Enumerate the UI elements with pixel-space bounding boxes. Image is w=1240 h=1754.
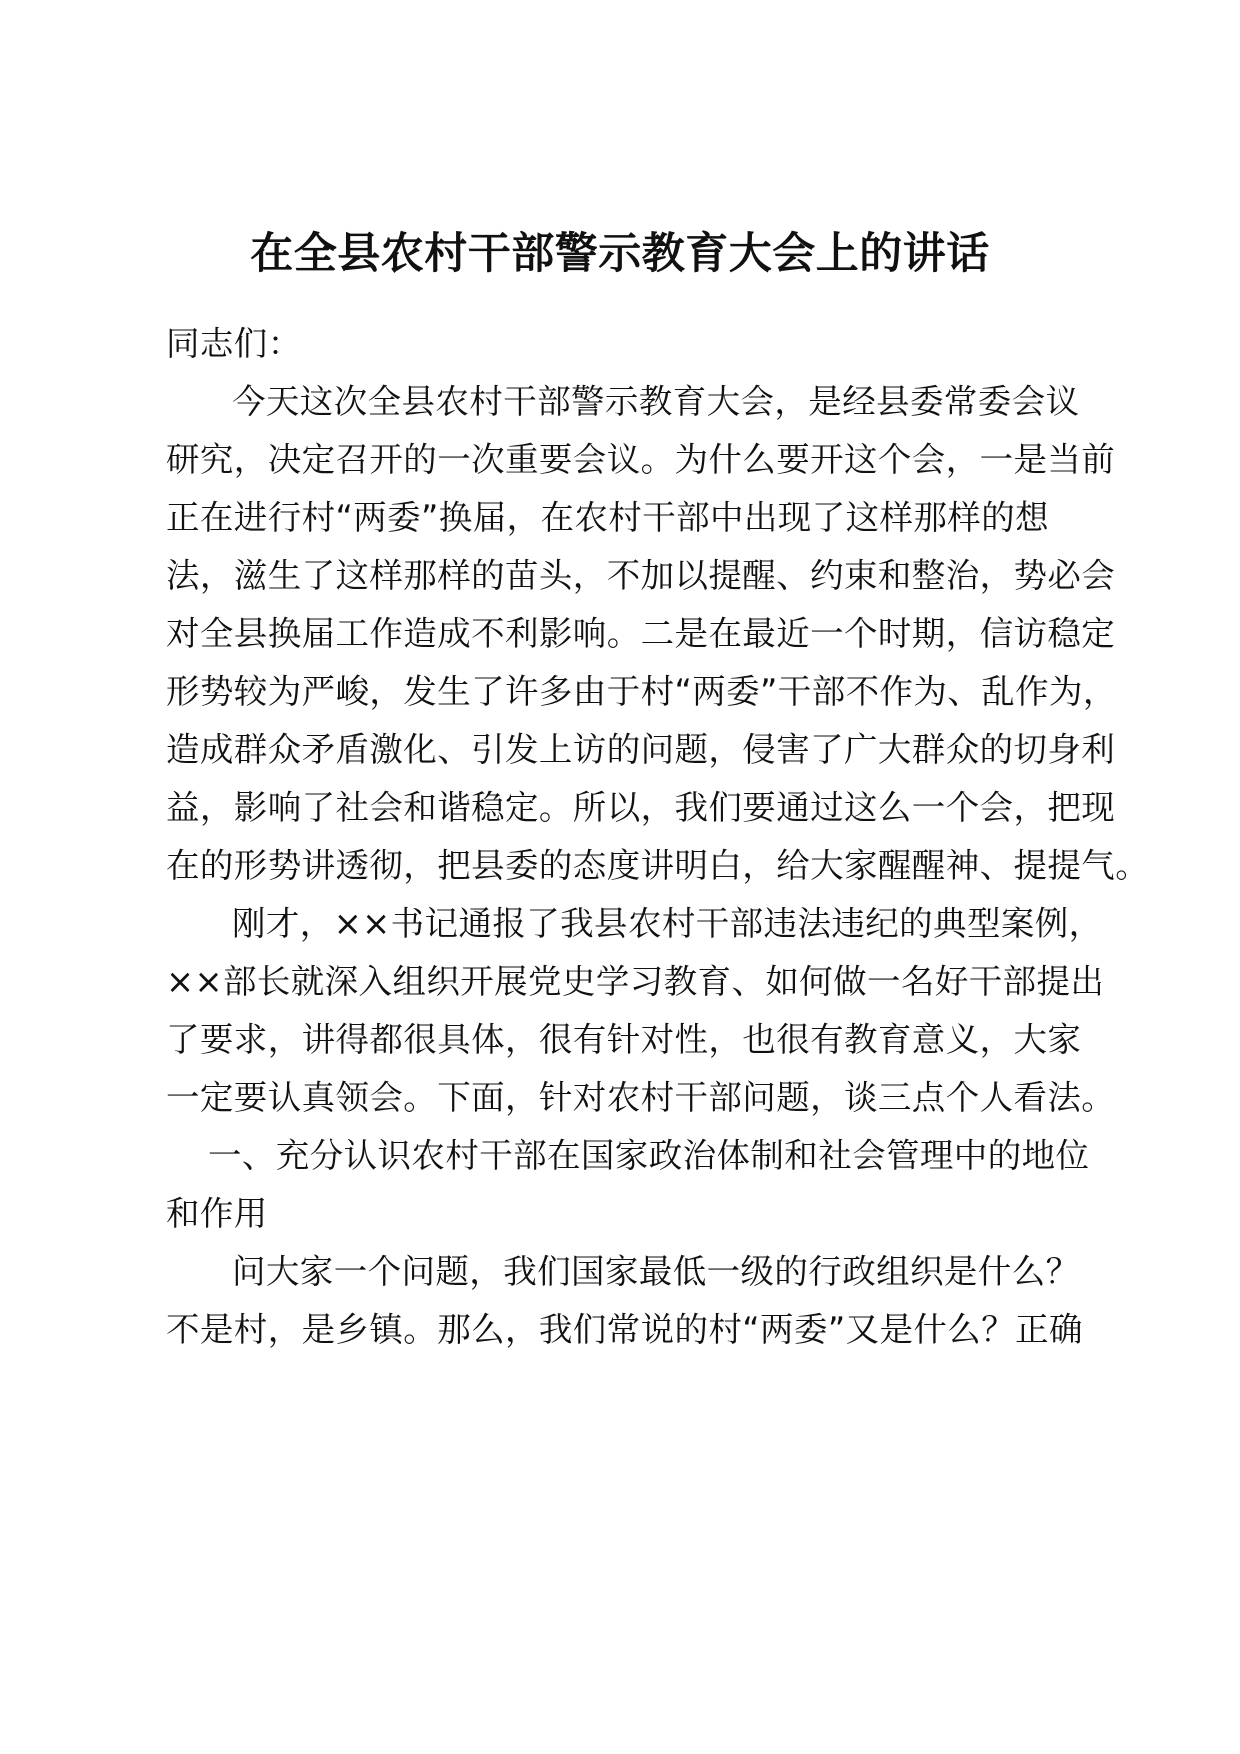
- paragraph-line: 一定要认真领会。下面，针对农村干部问题，谈三点个人看法。: [166, 1078, 1116, 1117]
- paragraph-line: 在的形势讲透彻，把县委的态度讲明白，给大家醒醒神、提提气。: [166, 846, 1150, 885]
- paragraph-line: 对全县换届工作造成不利影响。二是在最近一个时期，信访稳定: [166, 614, 1116, 653]
- document-title: 在全县农村干部警示教育大会上的讲话: [250, 229, 990, 279]
- paragraph-line: 形势较为严峻，发生了许多由于村“两委”干部不作为、乱作为，: [166, 672, 1117, 711]
- paragraph-line: 不是村，是乡镇。那么，我们常说的村“两委”又是什么？正确: [166, 1310, 1083, 1349]
- paragraph-line: 法，滋生了这样那样的苗头，不加以提醒、约束和整治，势必会: [166, 556, 1116, 595]
- salutation: 同志们：: [166, 324, 302, 363]
- paragraph-line: 刚才，××书记通报了我县农村干部违法违纪的典型案例，: [232, 904, 1103, 943]
- paragraph-line: 今天这次全县农村干部警示教育大会，是经县委常委会议: [232, 382, 1080, 421]
- paragraph-line: 研究，决定召开的一次重要会议。为什么要开这个会，一是当前: [166, 440, 1116, 479]
- paragraph-line: 造成群众矛盾激化、引发上访的问题，侵害了广大群众的切身利: [166, 730, 1116, 769]
- section-heading: 一、充分认识农村干部在国家政治体制和社会管理中的地位: [208, 1136, 1090, 1175]
- paragraph-line: 了要求，讲得都很具体，很有针对性，也很有教育意义，大家: [166, 1020, 1082, 1059]
- paragraph-line: 益，影响了社会和谐稳定。所以，我们要通过这么一个会，把现: [166, 788, 1116, 827]
- section-heading: 和作用: [166, 1194, 268, 1233]
- paragraph-line: ××部长就深入组织开展党史学习教育、如何做一名好干部提出: [166, 962, 1105, 1001]
- paragraph-line: 正在进行村“两委”换届，在农村干部中出现了这样那样的想: [166, 498, 1050, 537]
- paragraph-line: 问大家一个问题，我们国家最低一级的行政组织是什么？: [232, 1252, 1080, 1291]
